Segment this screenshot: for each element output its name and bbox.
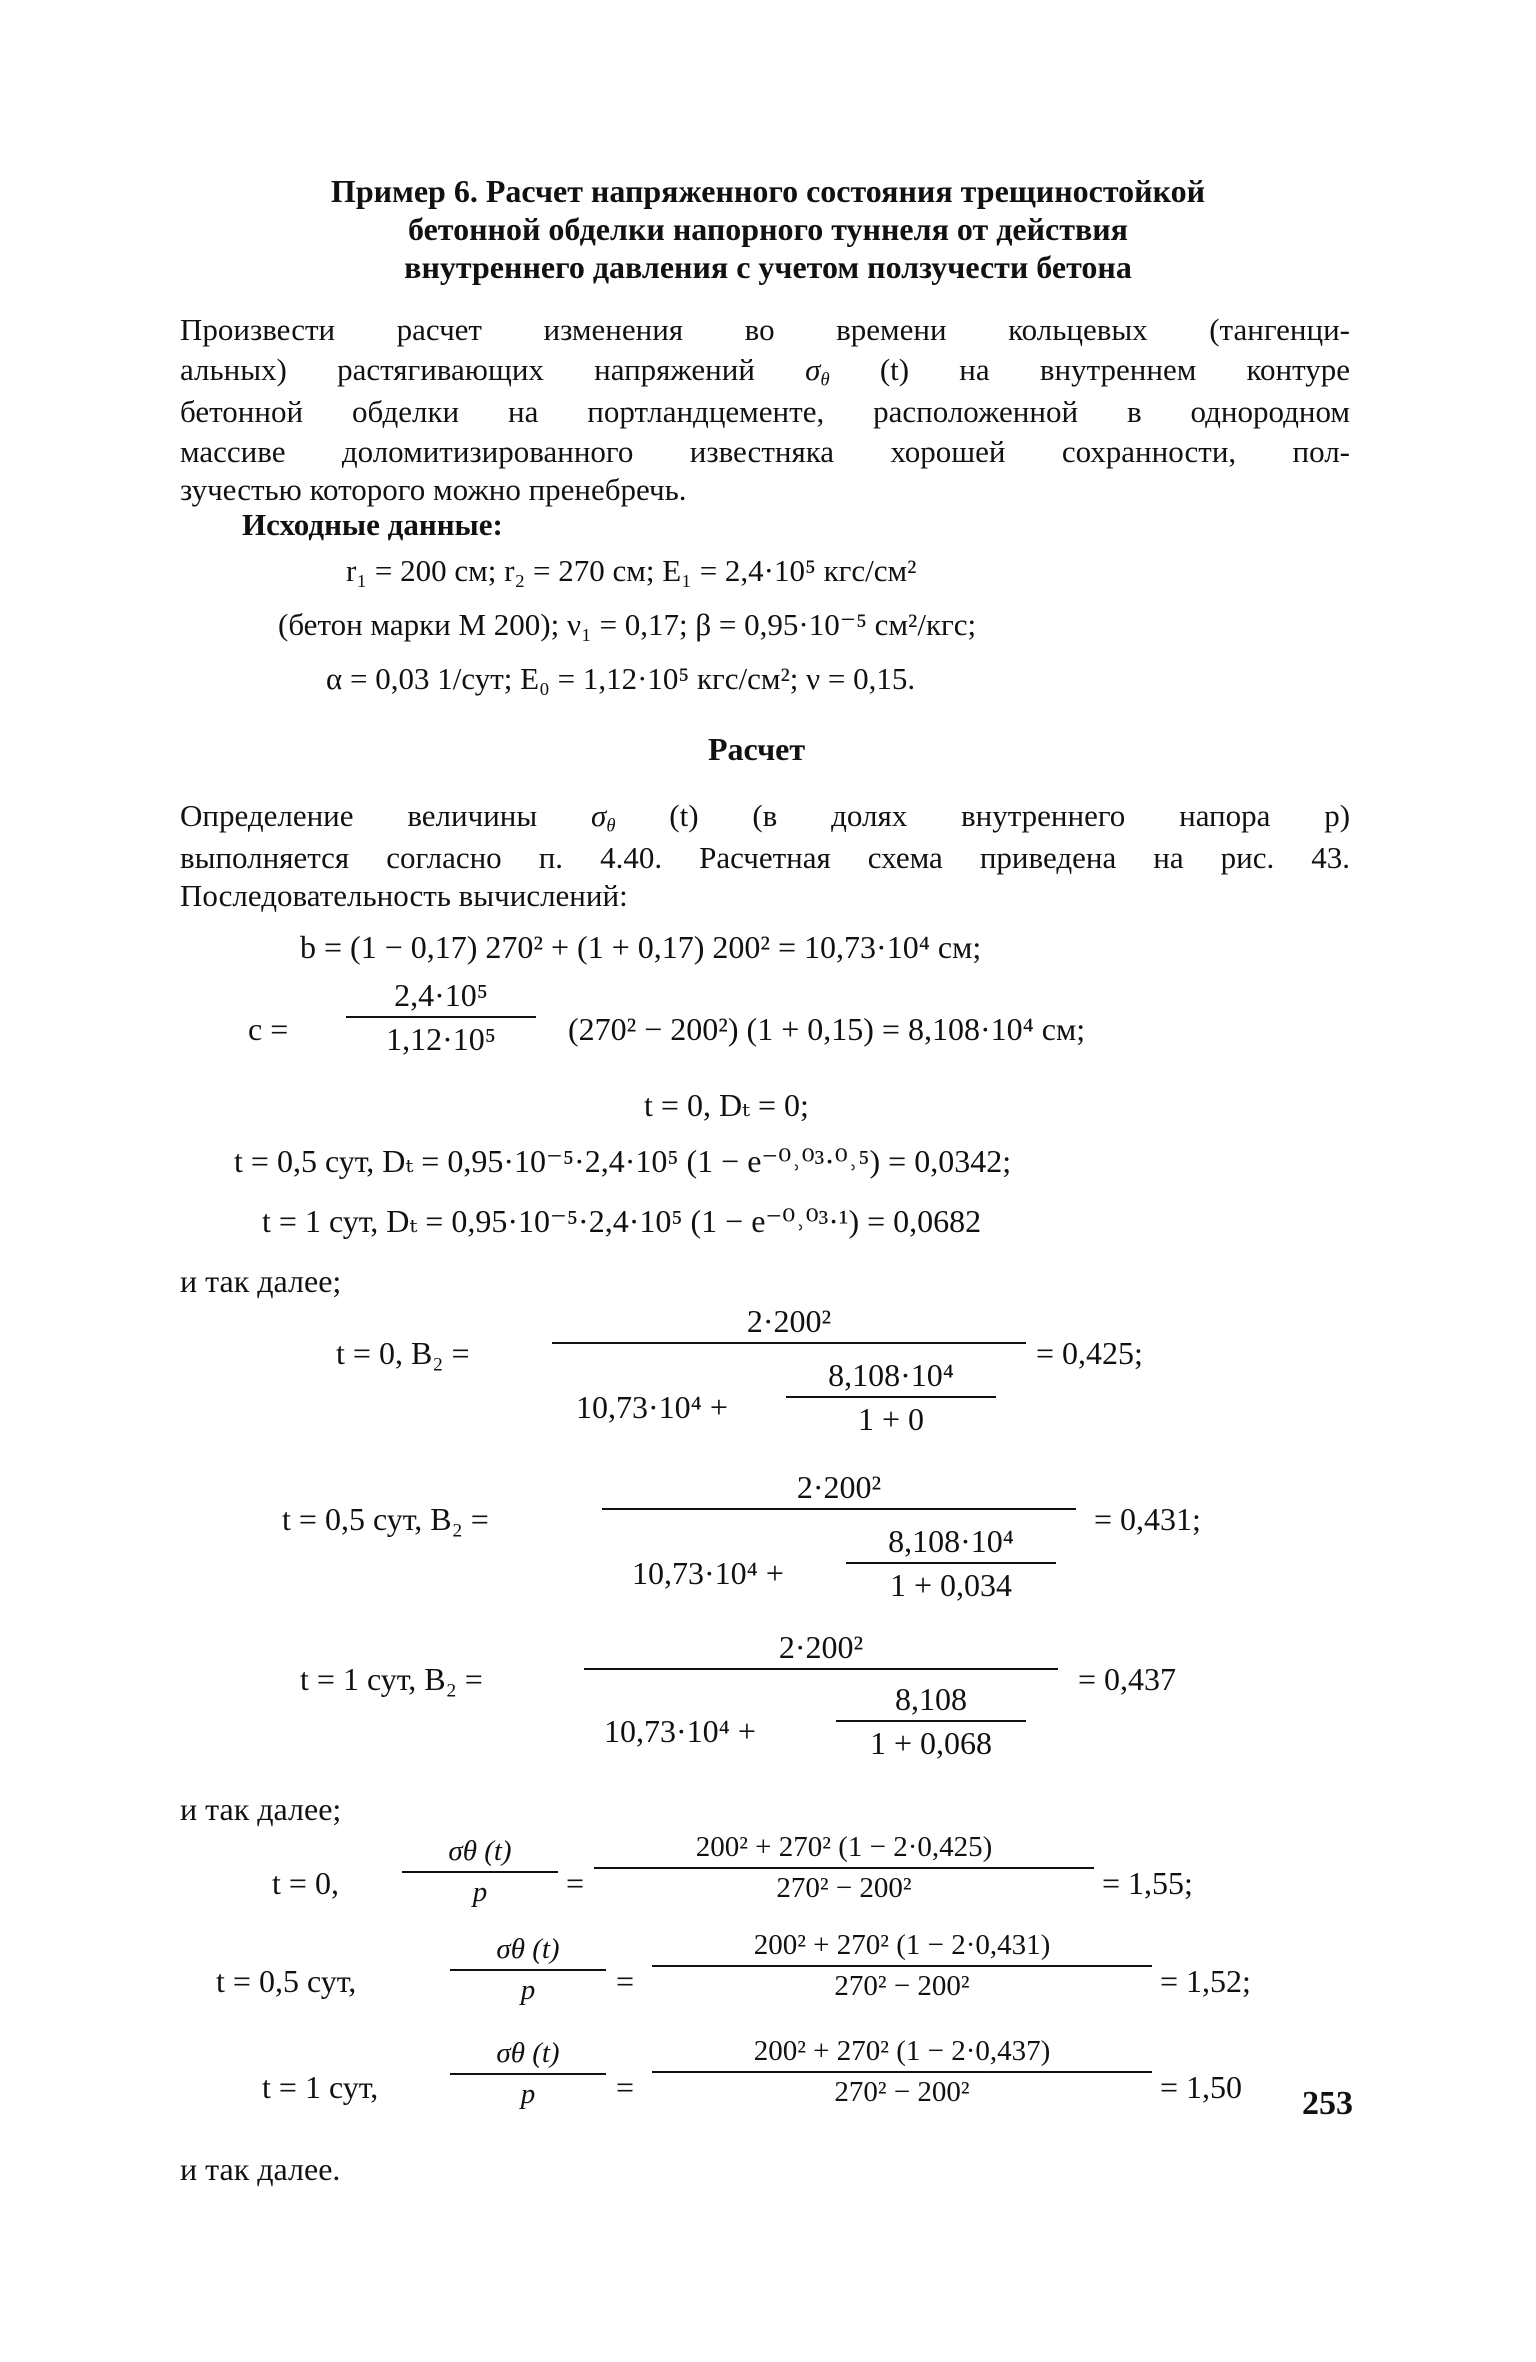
fraction-numerator: 2,4·10⁵ — [394, 977, 488, 1013]
intro-line-2 — [180, 350, 1350, 390]
source-data-line-2: (бетон марки М 200); ν₁ = 0,17; β = 0,95·10⁻⁵ см²/кгс; — [278, 607, 977, 642]
fraction-numerator: 8,108·10⁴ — [828, 1357, 954, 1393]
equation-t1: t = 1 сут, Dₜ = 0,95·10⁻⁵·2,4·10⁵ (1 − e⁻⁰˒⁰³·¹) = 0,0682 — [262, 1203, 982, 1239]
and-so-on-3: и так далее. — [180, 2151, 341, 2187]
sigma-row3-lhs: t = 1 сут, — [262, 2069, 379, 2105]
b2-row3-result: = 0,437 — [1078, 1661, 1177, 1697]
fraction-numerator: σθ (t) — [496, 1933, 560, 1965]
fraction-numerator: 2·200² — [778, 1629, 864, 1665]
equation-b: b = (1 − 0,17) 270² + (1 + 0,17) 200² = 10,73·10⁴ см; — [300, 929, 982, 965]
sigma-theta-symbol: $\sigma_\theta$ — [805, 352, 830, 391]
sigma-row2-result: = 1,52; — [1160, 1963, 1251, 1999]
b2-row3-inner-fraction — [836, 1680, 1026, 1763]
sigma-row2-lhs: t = 0,5 сут, — [216, 1963, 357, 1999]
intro-line-2-text: альных) растягивающих напряжений — [180, 352, 755, 387]
fraction-denominator: 1 + 0,034 — [889, 1567, 1013, 1604]
fraction-denominator: p — [520, 2077, 536, 2110]
sigma-row1-fraction — [594, 1830, 1094, 1906]
fraction-numerator: σθ (t) — [496, 2037, 560, 2069]
fraction-numerator: 200² + 270² (1 − 2·0,425) — [695, 1831, 993, 1863]
fraction-numerator: 8,108·10⁴ — [888, 1523, 1014, 1559]
b2-row1-den-a: 10,73·10⁴ + — [576, 1389, 728, 1425]
equation-c-fraction — [346, 976, 536, 1059]
sigma-row3-fraction — [652, 2034, 1152, 2110]
fraction-numerator: 2·200² — [746, 1303, 832, 1339]
b2-row1-inner-fraction — [786, 1356, 996, 1439]
intro-line-4: массиве доломитизированного известняка хорошей сохранности, пол- — [180, 434, 1350, 469]
sigma-row1-ratio — [402, 1834, 558, 1910]
fraction-denominator: p — [472, 1875, 488, 1908]
b2-row1-lhs: t = 0, B₂ = — [336, 1335, 470, 1371]
calc-intro-text: Определение величины — [180, 798, 538, 833]
section-heading: Расчет — [708, 731, 806, 767]
and-so-on-1: и так далее; — [180, 1263, 342, 1299]
fraction-denominator: 1 + 0,068 — [869, 1725, 993, 1762]
calc-intro-tail: (t) (в долях внутреннего напора p) — [669, 798, 1351, 833]
sigma-row1-result: = 1,55; — [1102, 1865, 1193, 1901]
b2-row2-lhs: t = 0,5 сут, B₂ = — [282, 1501, 489, 1537]
calc-intro-line-3: Последовательность вычислений: — [180, 878, 628, 913]
fraction-denominator: 270² − 200² — [834, 1969, 970, 2002]
fraction-numerator: 8,108 — [895, 1681, 967, 1717]
equation-c-lhs: c = — [248, 1011, 289, 1047]
source-data-heading: Исходные данные: — [242, 507, 503, 542]
equation-c-rhs: (270² − 200²) (1 + 0,15) = 8,108·10⁴ см; — [568, 1011, 1086, 1047]
sigma-row1-lhs: t = 0, — [272, 1865, 339, 1901]
source-data-line-3: α = 0,03 1/сут; E₀ = 1,12·10⁵ кгс/см²; ν = 0,15. — [326, 661, 916, 696]
title-line-1: Пример 6. Расчет напряженного состояния трещиностойкой — [330, 173, 1206, 209]
calc-intro-line-2: выполняется согласно п. 4.40. Расчетная схема приведена на рис. 43. — [180, 840, 1350, 875]
title-line-3: внутреннего давления с учетом ползучести бетона — [404, 249, 1132, 285]
intro-line-1: Произвести расчет изменения во времени кольцевых (тангенци- — [180, 312, 1350, 347]
intro-line-5: зучестью которого можно пренебречь. — [180, 472, 687, 507]
fraction-numerator: 200² + 270² (1 − 2·0,431) — [753, 1929, 1051, 1961]
sigma-row3-ratio — [450, 2036, 606, 2112]
title-line-2: бетонной обделки напорного туннеля от действия — [408, 211, 1128, 247]
b2-row1-result: = 0,425; — [1036, 1335, 1143, 1371]
calc-intro-line-1 — [180, 796, 1350, 836]
fraction-denominator: 270² − 200² — [776, 1871, 912, 1904]
fraction-denominator: p — [520, 1973, 536, 2006]
intro-line-2-tail: (t) на внутреннем контуре — [879, 352, 1351, 387]
b2-row3-den-a: 10,73·10⁴ + — [604, 1713, 756, 1749]
equals-sign: = — [616, 1963, 635, 1999]
fraction-numerator: 200² + 270² (1 − 2·0,437) — [753, 2035, 1051, 2067]
source-data-line-1: r₁ = 200 см; r₂ = 270 см; E₁ = 2,4·10⁵ кгс/см² — [346, 553, 917, 588]
fraction-denominator: 1,12·10⁵ — [386, 1021, 496, 1058]
b2-row2-den-a: 10,73·10⁴ + — [632, 1555, 784, 1591]
sigma-row2-fraction — [652, 1928, 1152, 2004]
fraction-numerator: σθ (t) — [448, 1835, 512, 1867]
sigma-row3-result: = 1,50 — [1160, 2069, 1243, 2105]
sigma-row2-ratio — [450, 1932, 606, 2008]
intro-line-3: бетонной обделки на портландцементе, расположенной в однородном — [180, 394, 1350, 429]
b2-row2-inner-fraction — [846, 1522, 1056, 1605]
and-so-on-2: и так далее; — [180, 1791, 342, 1827]
fraction-denominator: 1 + 0 — [857, 1401, 925, 1438]
equation-t05: t = 0,5 сут, Dₜ = 0,95·10⁻⁵·2,4·10⁵ (1 − e⁻⁰˒⁰³·⁰˒⁵) = 0,0342; — [234, 1143, 1012, 1179]
fraction-denominator: 270² − 200² — [834, 2075, 970, 2108]
equals-sign: = — [616, 2069, 635, 2105]
fraction-numerator: 2·200² — [796, 1469, 882, 1505]
b2-row3-lhs: t = 1 сут, B₂ = — [300, 1661, 483, 1697]
b2-row2-result: = 0,431; — [1094, 1501, 1201, 1537]
page-number: 253 — [1302, 2085, 1353, 2122]
equation-t0: t = 0, Dₜ = 0; — [644, 1087, 809, 1123]
equals-sign: = — [566, 1865, 585, 1901]
sigma-theta-symbol: $\sigma_\theta$ — [591, 798, 616, 837]
